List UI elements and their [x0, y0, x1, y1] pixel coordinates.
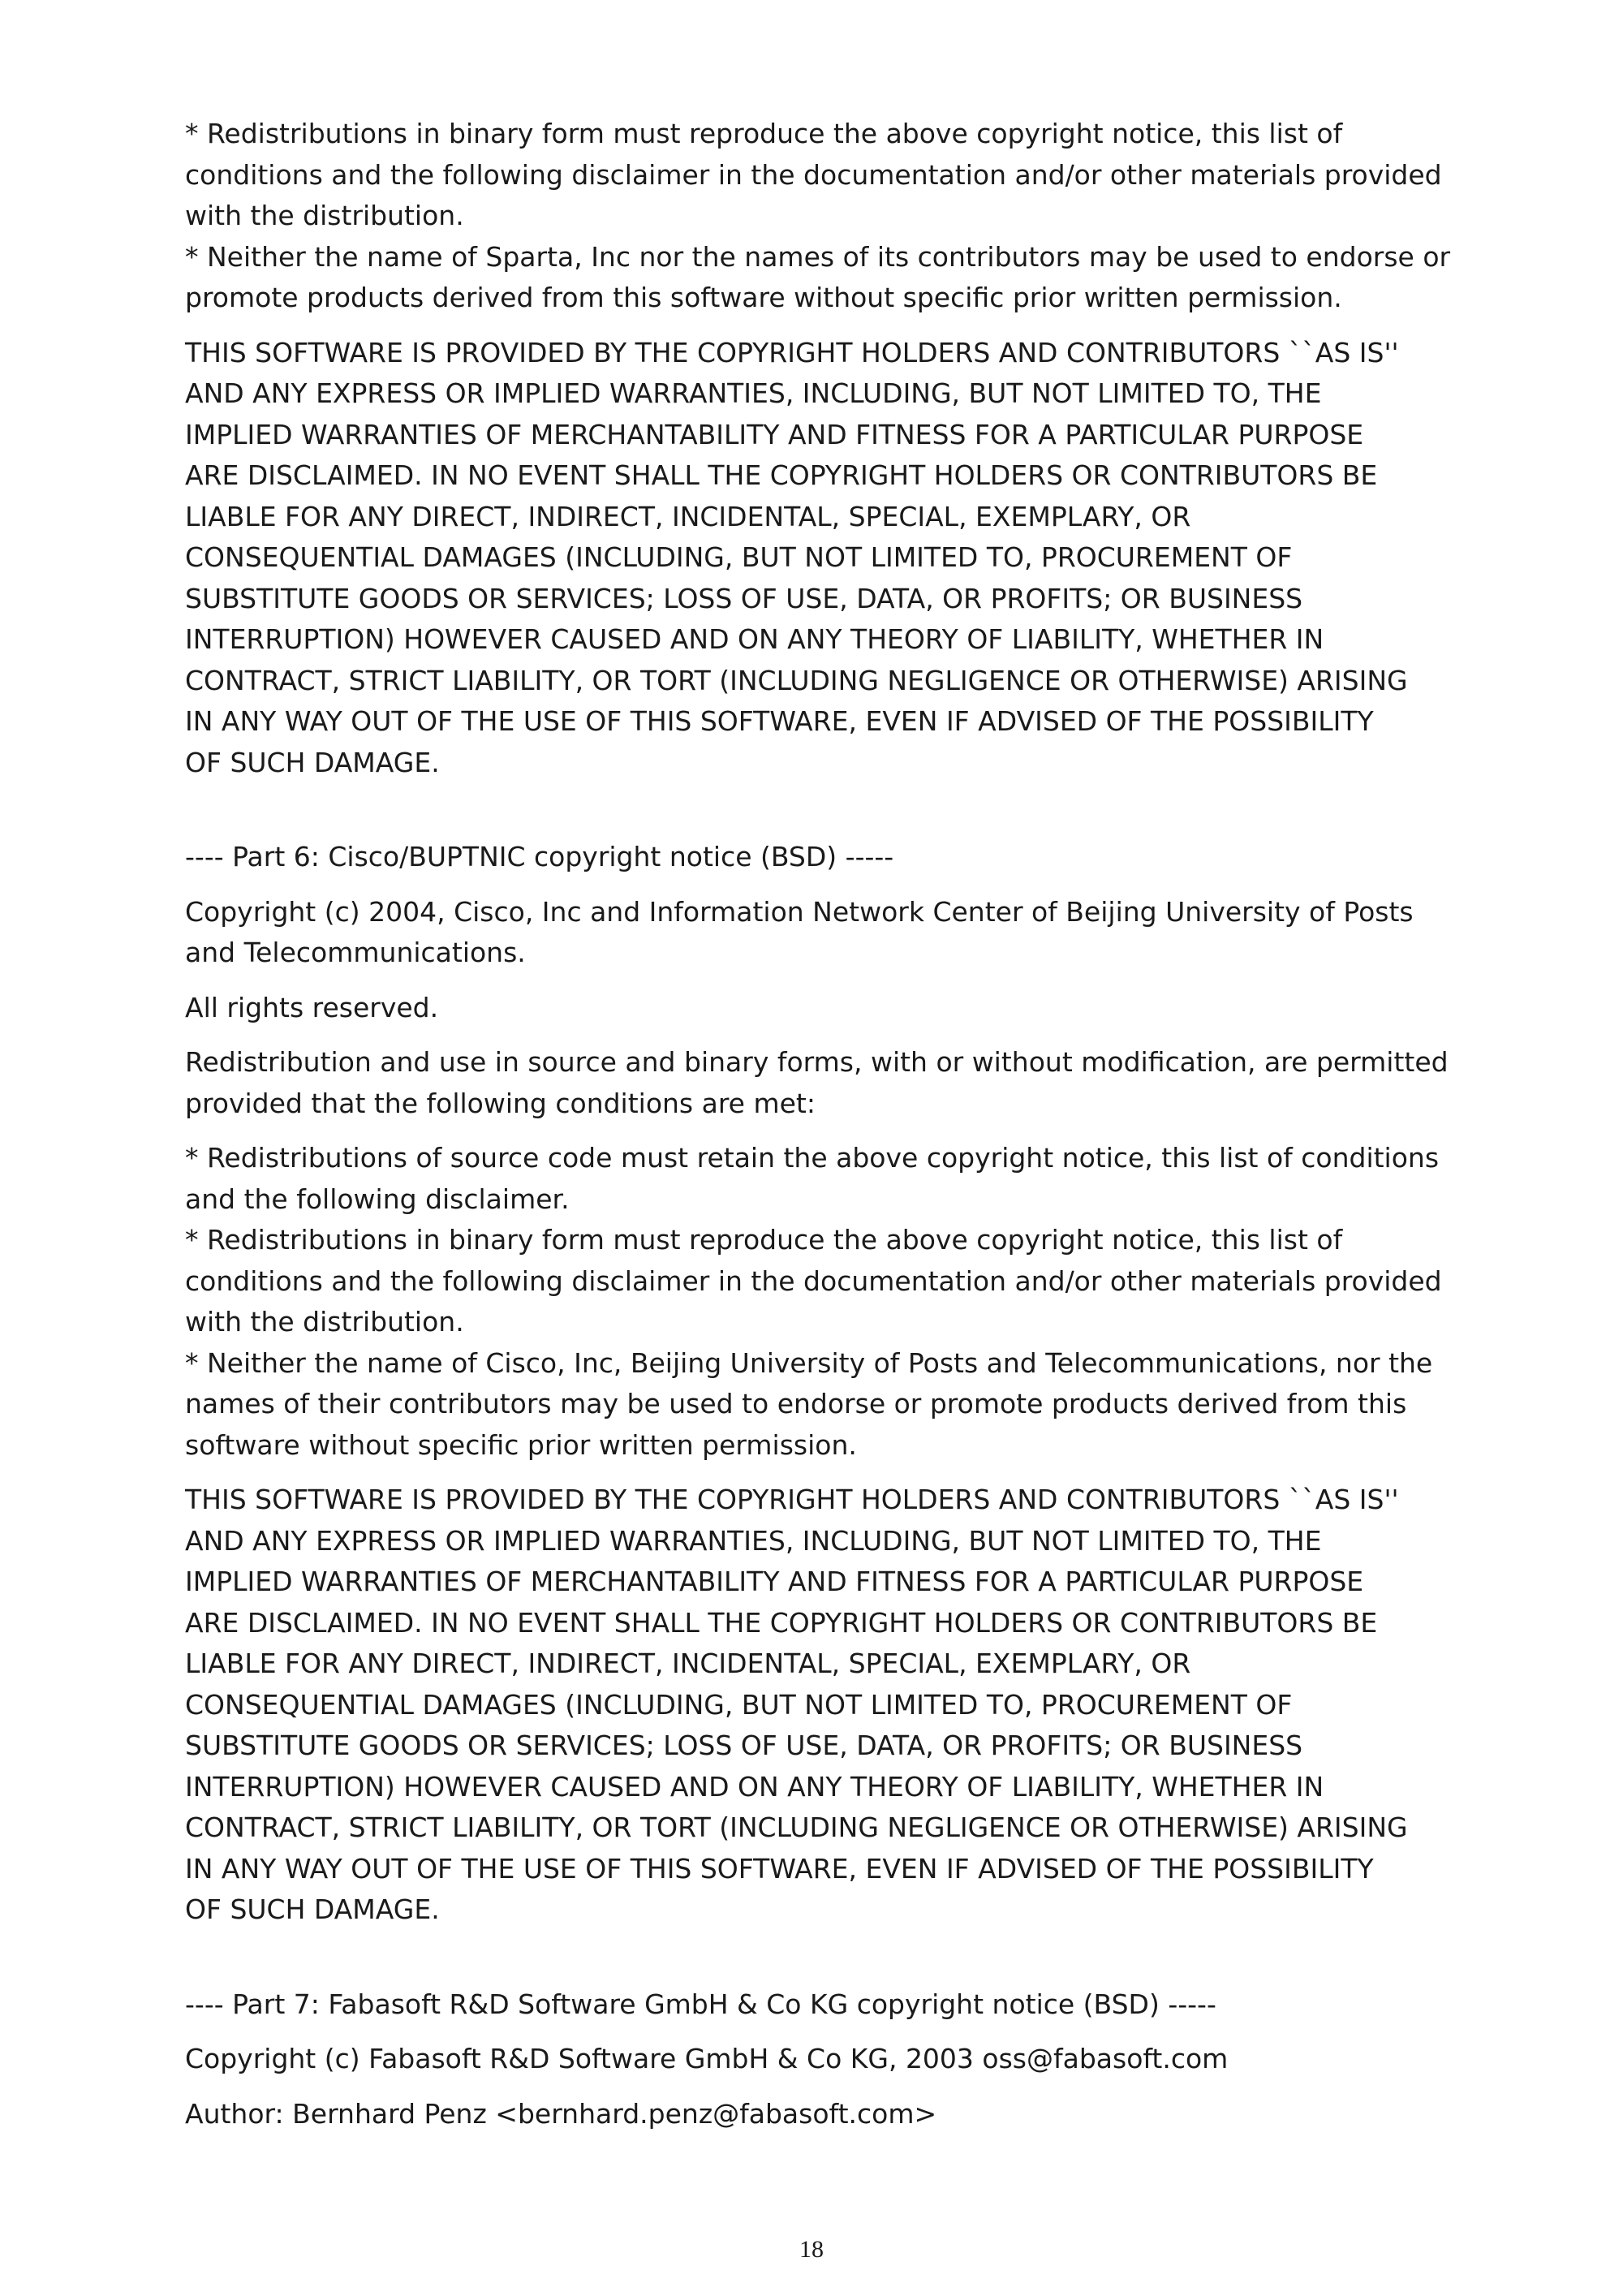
text-line: OF SUCH DAMAGE. [185, 746, 440, 778]
text-line: AND ANY EXPRESS OR IMPLIED WARRANTIES, INCLUDING, BUT NOT LIMITED TO, THE [185, 1524, 1322, 1557]
bullet-neither-name [185, 1343, 1483, 1467]
text-line: * Redistributions of source code must retain the above copyright notice, this list of conditions [185, 1142, 1440, 1174]
redistribution-terms [185, 1042, 1483, 1124]
text-line: and the following disclaimer. [185, 1182, 570, 1215]
text-line: * Redistributions in binary form must reproduce the above copyright notice, this list of [185, 1224, 1343, 1256]
bullet-neither-name [185, 237, 1483, 319]
text-line: Copyright (c) 2004, Cisco, Inc and Information Network Center of Beijing University of Posts [185, 895, 1414, 928]
text-line: Copyright (c) Fabasoft R&D Software GmbH & Co KG, 2003 oss@fabasoft.com [185, 2043, 1229, 2074]
bullet-source-code [185, 1138, 1483, 1220]
section-heading-part6 [185, 837, 1483, 878]
text-line: ARE DISCLAIMED. IN NO EVENT SHALL THE COPYRIGHT HOLDERS OR CONTRIBUTORS BE [185, 459, 1378, 491]
text-line: * Neither the name of Sparta, Inc nor the names of its contributors may be used to endorse or [185, 240, 1451, 273]
text-line: IMPLIED WARRANTIES OF MERCHANTABILITY AND FITNESS FOR A PARTICULAR PURPOSE [185, 418, 1364, 450]
copyright-notice [185, 2039, 1483, 2080]
text-line: CONTRACT, STRICT LIABILITY, OR TORT (INCLUDING NEGLIGENCE OR OTHERWISE) ARISING [185, 664, 1408, 696]
text-line: IMPLIED WARRANTIES OF MERCHANTABILITY AND FITNESS FOR A PARTICULAR PURPOSE [185, 1566, 1364, 1597]
warranty-disclaimer [185, 333, 1483, 784]
text-line: software without specific prior written permission. [185, 1428, 857, 1461]
text-line: Author: Bernhard Penz <bernhard.penz@fabasoft.com> [185, 2097, 937, 2130]
text-line: * Neither the name of Cisco, Inc, Beijing University of Posts and Telecommunications, nor the [185, 1346, 1433, 1379]
text-line: Redistribution and use in source and binary forms, with or without modification, are permitted [185, 1046, 1449, 1078]
text-line: provided that the following conditions are met: [185, 1087, 816, 1119]
text-line: THIS SOFTWARE IS PROVIDED BY THE COPYRIGHT HOLDERS AND CONTRIBUTORS ``AS IS'' [185, 1484, 1399, 1515]
text-line: SUBSTITUTE GOODS OR SERVICES; LOSS OF USE, DATA, OR PROFITS; OR BUSINESS [185, 1730, 1303, 1761]
text-line: LIABLE FOR ANY DIRECT, INDIRECT, INCIDENTAL, SPECIAL, EXEMPLARY, OR [185, 1648, 1191, 1679]
text-line: conditions and the following disclaimer in the documentation and/or other materials provided [185, 158, 1442, 191]
text-line: SUBSTITUTE GOODS OR SERVICES; LOSS OF USE, DATA, OR PROFITS; OR BUSINESS [185, 582, 1303, 614]
text-line: IN ANY WAY OUT OF THE USE OF THIS SOFTWARE, EVEN IF ADVISED OF THE POSSIBILITY [185, 1852, 1374, 1885]
text-line: CONTRACT, STRICT LIABILITY, OR TORT (INCLUDING NEGLIGENCE OR OTHERWISE) ARISING [185, 1811, 1408, 1843]
text-line: LIABLE FOR ANY DIRECT, INDIRECT, INCIDENTAL, SPECIAL, EXEMPLARY, OR [185, 500, 1191, 532]
document-body [185, 114, 1483, 2134]
text-line: and Telecommunications. [185, 937, 526, 968]
section-heading-part7 [185, 1984, 1483, 2026]
text-line: ARE DISCLAIMED. IN NO EVENT SHALL THE COPYRIGHT HOLDERS OR CONTRIBUTORS BE [185, 1606, 1378, 1639]
text-line: CONSEQUENTIAL DAMAGES (INCLUDING, BUT NOT LIMITED TO, PROCUREMENT OF [185, 1688, 1293, 1721]
text-line: INTERRUPTION) HOWEVER CAUSED AND ON ANY THEORY OF LIABILITY, WHETHER IN [185, 1770, 1324, 1803]
author-line [185, 2094, 1483, 2135]
text-line: conditions and the following disclaimer in the documentation and/or other materials provided [185, 1264, 1442, 1297]
text-line: INTERRUPTION) HOWEVER CAUSED AND ON ANY THEORY OF LIABILITY, WHETHER IN [185, 623, 1324, 655]
section-heading: ---- Part 7: Fabasoft R&D Software GmbH & Co KG copyright notice (BSD) ----- [185, 1988, 1216, 2020]
page-number: 18 [799, 2236, 824, 2263]
warranty-disclaimer [185, 1480, 1483, 1931]
section-heading: ---- Part 6: Cisco/BUPTNIC copyright notice (BSD) ----- [185, 841, 894, 872]
text-line: * Redistributions in binary form must reproduce the above copyright notice, this list of [185, 118, 1343, 149]
text-line: with the distribution. [185, 1306, 464, 1338]
text-line: THIS SOFTWARE IS PROVIDED BY THE COPYRIGHT HOLDERS AND CONTRIBUTORS ``AS IS'' [185, 336, 1399, 368]
text-line: All rights reserved. [185, 991, 439, 1023]
bullet-binary-form [185, 1220, 1483, 1343]
text-line: AND ANY EXPRESS OR IMPLIED WARRANTIES, INCLUDING, BUT NOT LIMITED TO, THE [185, 377, 1322, 409]
text-line: CONSEQUENTIAL DAMAGES (INCLUDING, BUT NOT LIMITED TO, PROCUREMENT OF [185, 541, 1293, 573]
copyright-notice [185, 892, 1483, 974]
text-line: promote products derived from this software without specific prior written permission. [185, 282, 1342, 313]
text-line: IN ANY WAY OUT OF THE USE OF THIS SOFTWARE, EVEN IF ADVISED OF THE POSSIBILITY [185, 705, 1374, 737]
rights-reserved [185, 988, 1483, 1029]
text-line: OF SUCH DAMAGE. [185, 1893, 440, 1925]
bullet-binary-form [185, 114, 1483, 237]
text-line: with the distribution. [185, 200, 464, 231]
text-line: names of their contributors may be used to endorse or promote products derived from this [185, 1388, 1407, 1419]
